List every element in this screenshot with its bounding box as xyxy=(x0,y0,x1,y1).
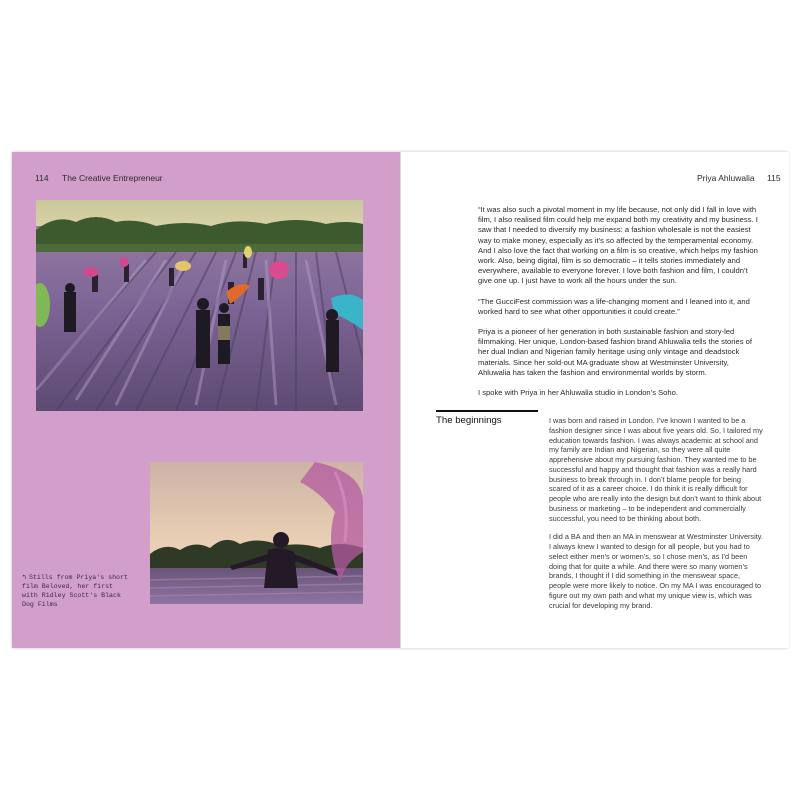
body-paragraph: I was born and raised in London. I’ve known I wanted to be a fashion designer since I was about five years old. So, I tailored my education towards fashion. I was always academic at school and my family are Indian and Nigerian, so they were all quite apprehensive about my pursuing fashion. They wanted me to be successful and happy and thought that fashion was a really hard business to break through in. I don’t blame people for being scared of it as a career choice. I do think it is really difficult for people who are really into the design but don’t want to think about business or marketing – to be independent and commercially successful, you need to be thinking about both. xyxy=(549,416,763,523)
photo-caption xyxy=(22,573,132,609)
caption-arrow-icon: ↰ xyxy=(22,574,26,581)
intro-paragraph: Priya is a pioneer of her generation in both sustainable fashion and story-led filmmaking. Her unique, London-based fashion brand Ahluwalia tells the stories of her dual Indian and Nigerian family heritage using only vintage and deadstock materials. Since her sold-out MA graduate show at Westminster University, Ahluwalia has taken the fashion and environmental worlds by storm. xyxy=(478,327,752,377)
left-page-number: 114 xyxy=(35,173,49,183)
right-page-number: 115 xyxy=(767,173,781,183)
intro-paragraph: I spoke with Priya in her Ahluwalia studio in London’s Soho. xyxy=(478,388,678,398)
section-heading: The beginnings xyxy=(436,415,502,426)
section-rule xyxy=(436,410,538,412)
sunset-dancer-photo xyxy=(150,462,363,604)
right-running-head: Priya Ahluwalia xyxy=(697,173,755,183)
body-text-column xyxy=(549,416,763,619)
intro-paragraph: “It was also such a pivotal moment in my life because, not only did I fall in love with film, I also realised film could help me expand both my creativity and my business. I saw that I needed to diversify my business: a fashion wholesale is not the easiest way to make money, especially as it’s so affected by the temperamental economy. And I also love the fact that working on a film is so creative, which helps my fashion work. Also, being digital, film is so democratic – it tells stories immediately and everywhere, available to everyone forever. I love both fashion and film, I couldn’t give one up. I just have to work all the hours under the sun. xyxy=(478,205,758,286)
left-running-head: The Creative Entrepreneur xyxy=(62,173,163,183)
intro-text-block xyxy=(478,205,760,408)
intro-paragraph: “The GucciFest commission was a life-changing moment and I leaned into it, and worked hard to see what other opportunities it could create.” xyxy=(478,296,750,316)
caption-text: Stills from Priya's short film Beloved, her first with Ridley Scott's Black Dog Films xyxy=(22,574,128,608)
lavender-field-dancers-photo xyxy=(36,200,363,411)
body-paragraph: I did a BA and then an MA in menswear at Westminster University. I always knew I wanted to design for all people, but you had to select either men’s or women’s, so I chose men’s, as I’d been doing that for quite a while. And there were so many women’s brands, I thought if I did something in the menswear space, people were more likely to notice. On my MA I was encouraged to figure out my own path and what my unique view is, which was crucial for developing my brand. xyxy=(549,532,763,610)
